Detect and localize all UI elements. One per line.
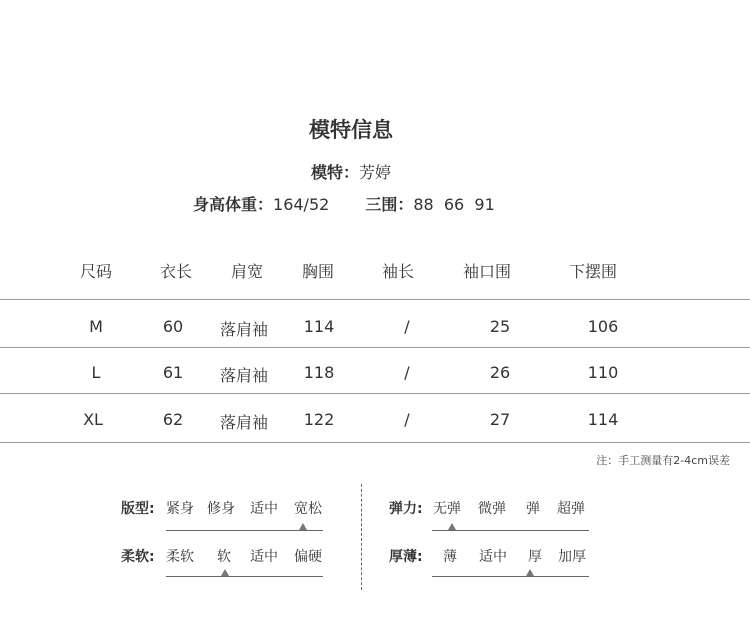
attr-thickness-label: 厚薄: [389,549,423,565]
col-header-length: 衣长 [159,262,193,281]
attr-softness-option: 偏硬 [294,549,322,565]
model-stats [193,192,495,215]
attr-softness-option: 适中 [250,549,278,565]
table-divider [0,393,750,394]
attr-softness-label: 柔软: [121,549,155,565]
measurements-value: 88 66 91 [413,195,495,214]
cell-shoulder: 落肩袖 [219,320,269,339]
cell-bust: 118 [303,363,335,382]
attr-elasticity-option: 无弹 [433,501,461,517]
measurement-note: 注：手工测量有2-4cm误差 [596,454,730,467]
model-label: 模特： [310,163,359,182]
col-header-bust: 胸围 [301,262,335,281]
cell-size: L [91,363,101,382]
height-weight-value: 164/52 [273,195,330,214]
col-header-sleeve: 袖长 [381,262,415,281]
cell-length: 61 [162,363,184,382]
attr-elasticity-track [432,530,589,531]
attr-elasticity-label: 弹力: [389,501,423,517]
table-divider [0,442,750,443]
attr-softness-marker [221,569,229,576]
attr-elasticity-option: 微弹 [478,501,506,517]
measurements-label: 三围： [365,195,414,214]
cell-sleeve: / [404,317,410,336]
attr-fit-marker [299,523,307,530]
attr-thickness-track [432,576,589,577]
attr-elasticity-marker [448,523,456,530]
cell-shoulder: 落肩袖 [219,413,269,432]
cell-bust: 114 [303,317,335,336]
cell-size: XL [83,410,103,429]
cell-hem: 106 [587,317,619,336]
cell-sleeve: / [404,410,410,429]
cell-bust: 122 [303,410,335,429]
model-info [0,160,702,183]
cell-cuff: 25 [489,317,511,336]
cell-length: 62 [162,410,184,429]
cell-cuff: 26 [489,363,511,382]
cell-length: 60 [162,317,184,336]
page-title: 模特信息 [309,118,393,142]
attr-elasticity-option: 弹 [526,501,540,517]
cell-hem: 114 [587,410,619,429]
attr-thickness-marker [526,569,534,576]
cell-size: M [89,317,103,336]
attr-softness-track [166,576,323,577]
col-header-shoulder: 肩宽 [230,262,264,281]
attr-softness-option: 软 [217,549,231,565]
cell-hem: 110 [587,363,619,382]
attr-thickness-option: 薄 [443,549,457,565]
attr-thickness-option: 厚 [528,549,542,565]
model-name: 芳婷 [359,163,392,182]
attr-fit-option: 适中 [250,501,278,517]
attr-elasticity-option: 超弹 [557,501,585,517]
col-header-cuff: 袖口围 [462,262,512,281]
attr-fit-option: 修身 [207,501,235,517]
col-header-hem: 下摆围 [568,262,618,281]
height-weight-label: 身高体重： [193,195,274,214]
attr-softness-option: 柔软 [166,549,194,565]
cell-shoulder: 落肩袖 [219,366,269,385]
cell-cuff: 27 [489,410,511,429]
dashed-divider [361,484,362,590]
table-divider [0,347,750,348]
attr-fit-option: 宽松 [294,501,322,517]
attr-fit-option: 紧身 [166,501,194,517]
attr-fit-label: 版型: [121,501,155,517]
attr-fit-track [166,530,323,531]
col-header-size: 尺码 [79,262,113,281]
table-divider [0,299,750,300]
cell-sleeve: / [404,363,410,382]
attr-thickness-option: 适中 [479,549,507,565]
attr-thickness-option: 加厚 [558,549,586,565]
